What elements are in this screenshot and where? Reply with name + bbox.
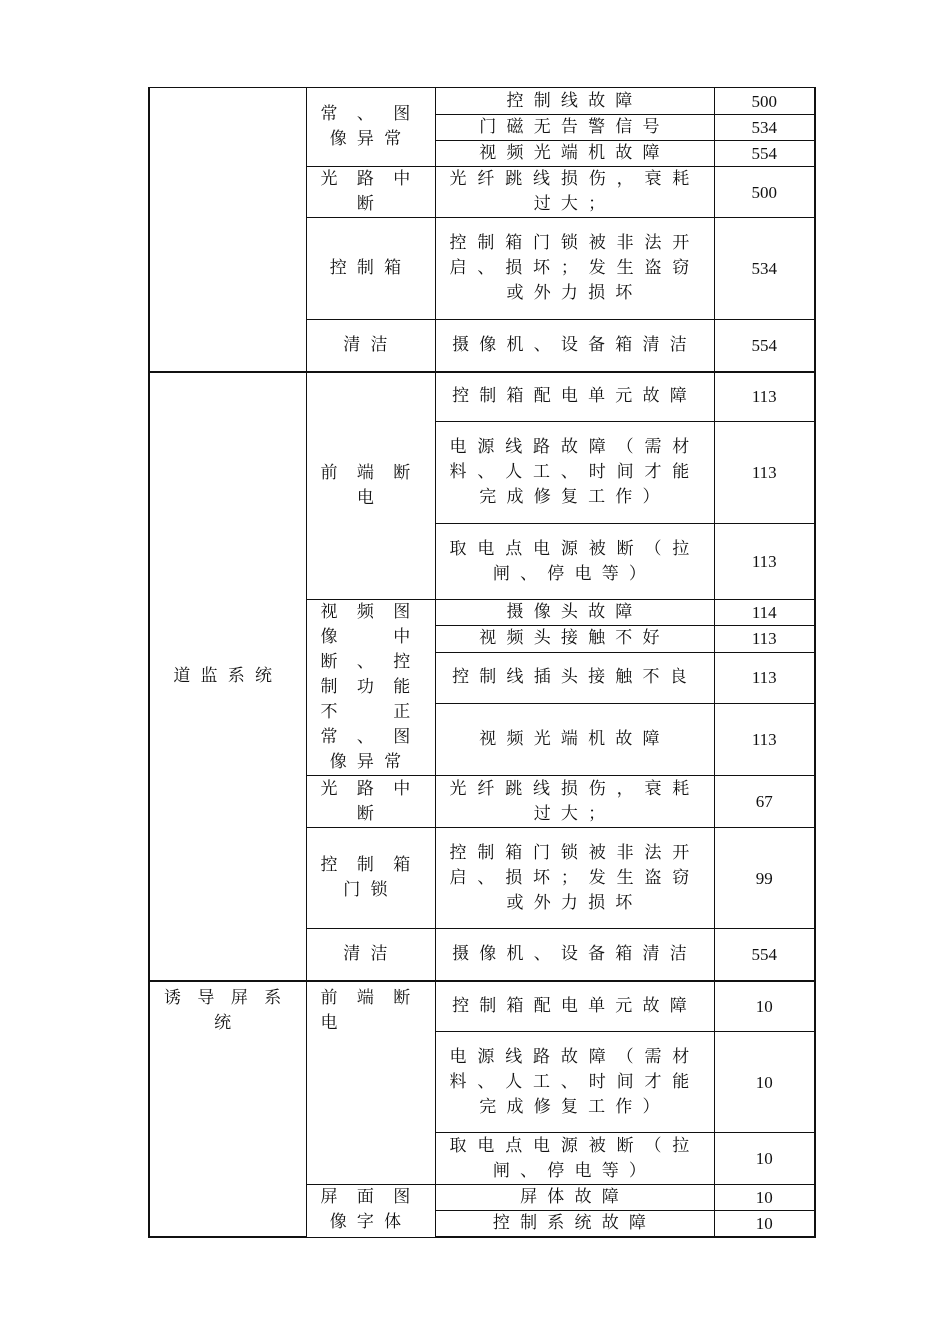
component-cell: 前端断电 — [306, 981, 435, 1185]
component-cell: 清洁 — [306, 929, 435, 981]
component-cell: 控制箱门锁 — [306, 828, 435, 929]
component-cell: 视频图像中断、控制功能不正常、图像异常 — [306, 600, 435, 776]
fault-cell: 摄像机、设备箱清洁 — [435, 320, 714, 372]
fault-cell: 取电点电源被断（拉闸、停电等） — [435, 524, 714, 600]
value-cell: 113 — [714, 626, 815, 652]
value-cell: 114 — [714, 600, 815, 626]
component-cell: 控制箱 — [306, 218, 435, 320]
system-cell — [149, 88, 306, 372]
system-cell: 道监系统 — [149, 372, 306, 981]
fault-cell: 视频光端机故障 — [435, 141, 714, 167]
value-cell: 99 — [714, 828, 815, 929]
fault-cell: 摄像头故障 — [435, 600, 714, 626]
value-cell: 554 — [714, 929, 815, 981]
component-cell: 光路中断 — [306, 167, 435, 218]
table-row — [149, 981, 815, 1032]
fault-cell: 电源线路故障（需材料、人工、时间才能完成修复工作） — [435, 1032, 714, 1133]
fault-cell: 视频头接触不好 — [435, 626, 714, 652]
fault-cell: 控制线故障 — [435, 88, 714, 115]
fault-cell: 光纤跳线损伤，衰耗过大； — [435, 167, 714, 218]
fault-cell: 门磁无告警信号 — [435, 115, 714, 141]
fault-cell: 控制系统故障 — [435, 1211, 714, 1238]
value-cell: 554 — [714, 141, 815, 167]
component-cell: 常、图像异常 — [306, 88, 435, 167]
fault-cell: 电源线路故障（需材料、人工、时间才能完成修复工作） — [435, 422, 714, 524]
value-cell: 10 — [714, 1211, 815, 1238]
component-cell: 屏面图像字体 — [306, 1185, 435, 1238]
value-cell: 113 — [714, 704, 815, 776]
table-row — [149, 88, 815, 115]
fault-cell: 控制箱配电单元故障 — [435, 981, 714, 1032]
component-cell: 清洁 — [306, 320, 435, 372]
value-cell: 113 — [714, 422, 815, 524]
maintenance-table — [148, 87, 816, 1238]
value-cell: 10 — [714, 1185, 815, 1211]
component-cell: 光路中断 — [306, 776, 435, 828]
value-cell: 500 — [714, 88, 815, 115]
fault-cell: 控制箱门锁被非法开启、损坏；发生盗窃或外力损坏 — [435, 828, 714, 929]
fault-cell: 控制线插头接触不良 — [435, 652, 714, 704]
value-cell: 534 — [714, 218, 815, 320]
value-cell: 67 — [714, 776, 815, 828]
value-cell: 10 — [714, 981, 815, 1032]
value-cell: 500 — [714, 167, 815, 218]
system-cell: 诱导屏系统 — [149, 981, 306, 1238]
component-cell: 前端断电 — [306, 372, 435, 600]
table-row — [149, 372, 815, 422]
fault-cell: 摄像机、设备箱清洁 — [435, 929, 714, 981]
value-cell: 113 — [714, 652, 815, 704]
fault-cell: 控制箱配电单元故障 — [435, 372, 714, 422]
value-cell: 113 — [714, 524, 815, 600]
value-cell: 113 — [714, 372, 815, 422]
fault-cell: 光纤跳线损伤，衰耗过大； — [435, 776, 714, 828]
fault-cell: 视频光端机故障 — [435, 704, 714, 776]
fault-cell: 屏体故障 — [435, 1185, 714, 1211]
value-cell: 10 — [714, 1032, 815, 1133]
value-cell: 534 — [714, 115, 815, 141]
value-cell: 10 — [714, 1133, 815, 1185]
value-cell: 554 — [714, 320, 815, 372]
fault-cell: 取电点电源被断（拉闸、停电等） — [435, 1133, 714, 1185]
fault-cell: 控制箱门锁被非法开启、损坏；发生盗窃或外力损坏 — [435, 218, 714, 320]
